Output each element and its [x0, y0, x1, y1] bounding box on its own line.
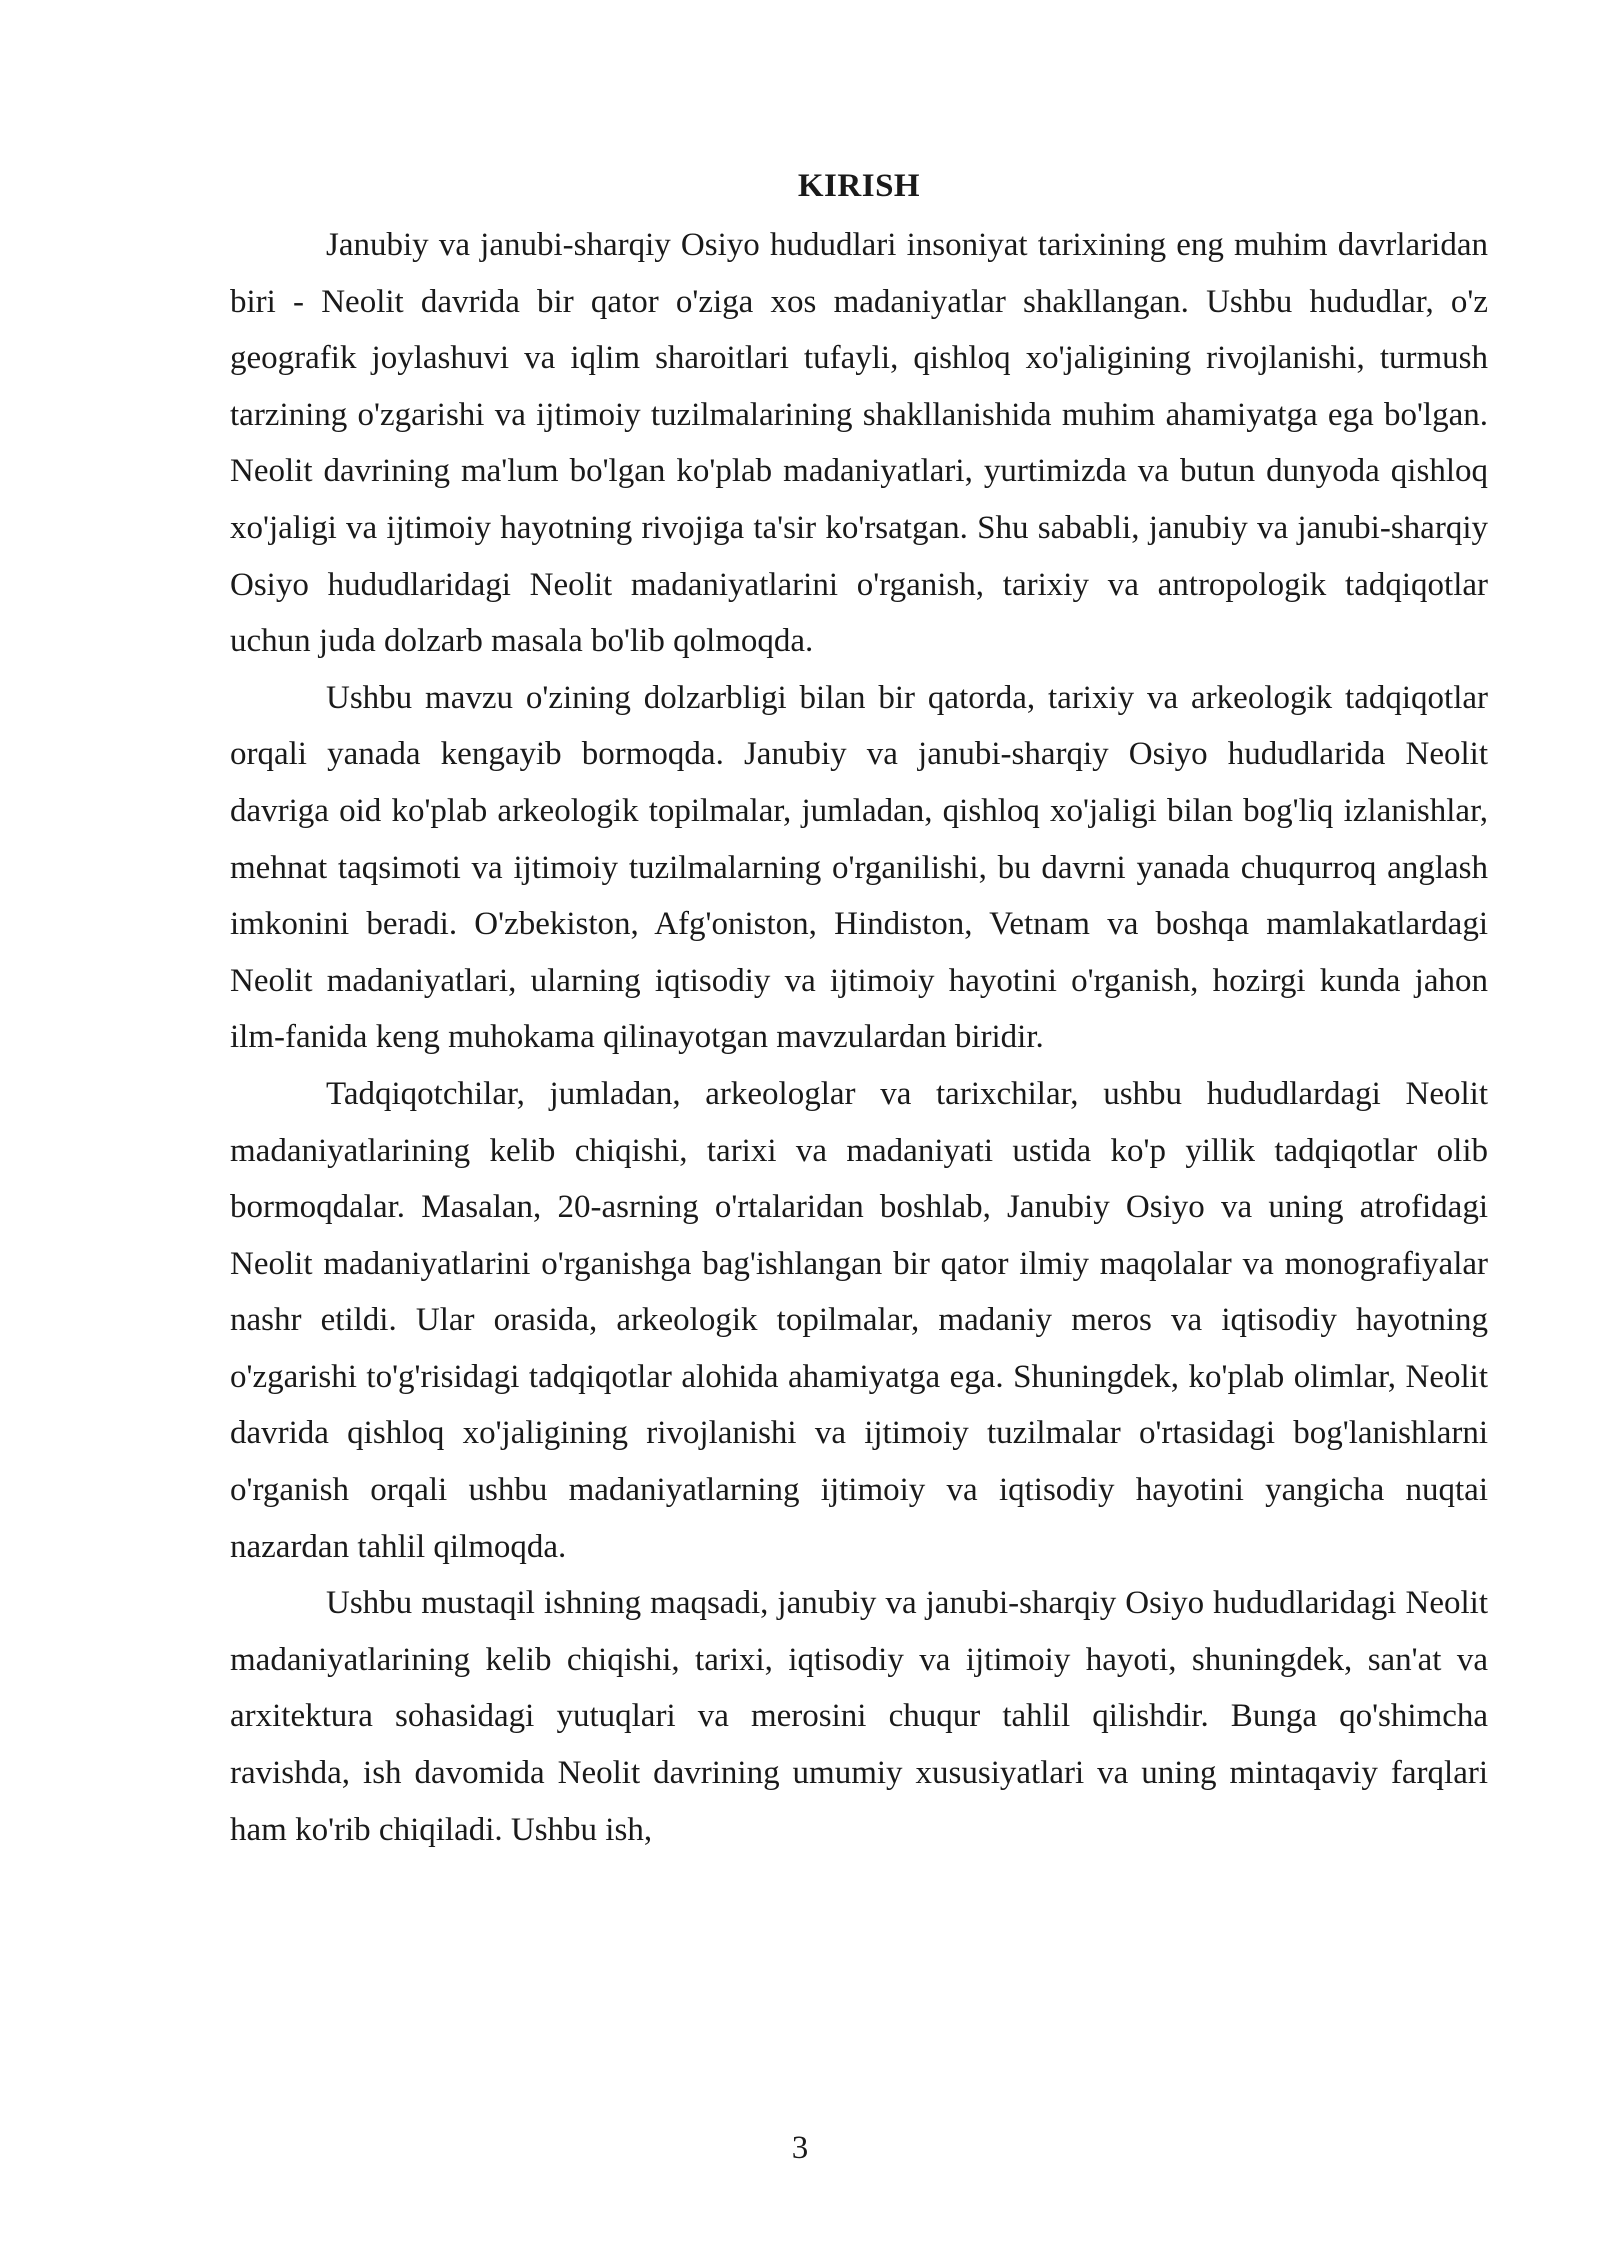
paragraph-3: Tadqiqotchilar, jumladan, arkeologlar va tarixchilar, ushbu hududlardagi Neolit madaniyatlarining kelib chiqishi, tarixi va madaniyati ustida ko'p yillik tadqiqotlar olib bormoqdalar. Masalan, 20-asrning o'rtalaridan boshlab, Janubiy Osiyo va uning atrofidagi Neolit madaniyatlarini o'rganishga bag'ishlangan bir qator ilmiy maqolalar va monografiyalar nashr etildi. Ular orasida, arkeologik topilmalar, madaniy meros va iqtisodiy hayotning o'zgarishi to'g'risidagi tadqiqotlar alohida ahamiyatga ega. Shuningdek, ko'plab olimlar, Neolit davrida qishloq xo'jaligining rivojlanishi va ijtimoiy tuzilmalar o'rtasidagi bog'lanishlarni o'rganish orqali ushbu madaniyatlarning ijtimoiy va iqtisodiy hayotini yangicha nuqtai nazardan tahlil qilmoqda. [230, 1075, 1488, 1565]
section-heading: KIRISH [797, 168, 921, 204]
paragraph-4: Ushbu mustaqil ishning maqsadi, janubiy va janubi-sharqiy Osiyo hududlaridagi Neolit madaniyatlarining kelib chiqishi, tarixi, iqtisodiy va ijtimoiy hayoti, shuningdek, san'at va arxitektura sohasidagi yutuqlari va merosini chuqur tahlil qilishdir. Bunga qo'shimcha ravishda, ish davomida Neolit davrining umumiy xususiyatlari va uning mintaqaviy farqlari ham ko'rib chiqiladi. Ushbu ish, [230, 1585, 1488, 1848]
page-number: 3 [791, 2130, 809, 2166]
paragraph-1: Janubiy va janubi-sharqiy Osiyo hududlari insoniyat tarixining eng muhim davrlaridan biri - Neolit davrida bir qator o'ziga xos madaniyatlar shakllangan. Ushbu hududlar, o'z geografik joylashuvi va iqlim sharoitlari tufayli, qishloq xo'jaligining rivojlanishi, turmush tarzining o'zgarishi va ijtimoiy tuzilmalarining shakllanishida muhim ahamiyatga ega bo'lgan. Neolit davrining ma'lum bo'lgan ko'plab madaniyatlari, yurtimizda va butun dunyoda qishloq xo'jaligi va ijtimoiy hayotning rivojiga ta'sir ko'rsatgan. Shu sababli, janubiy va janubi-sharqiy Osiyo hududlaridagi Neolit madaniyatlarini o'rganish, tarixiy va antropologik tadqiqotlar uchun juda dolzarb masala bo'lib qolmoqda. [230, 227, 1488, 660]
page-content [230, 162, 1488, 1858]
paragraph-2: Ushbu mavzu o'zining dolzarbligi bilan bir qatorda, tarixiy va arkeologik tadqiqotlar orqali yanada kengayib bormoqda. Janubiy va janubi-sharqiy Osiyo hududlarida Neolit davriga oid ko'plab arkeologik topilmalar, jumladan, qishloq xo'jaligi bilan bog'liq izlanishlar, mehnat taqsimoti va ijtimoiy tuzilmalarning o'rganilishi, bu davrni yanada chuqurroq anglash imkonini beradi. O'zbekiston, Afg'oniston, Hindiston, Vetnam va boshqa mamlakatlardagi Neolit madaniyatlari, ularning iqtisodiy va ijtimoiy hayotini o'rganish, hozirgi kunda jahon ilm-fanida keng muhokama qilinayotgan mavzulardan biridir. [230, 679, 1488, 1056]
